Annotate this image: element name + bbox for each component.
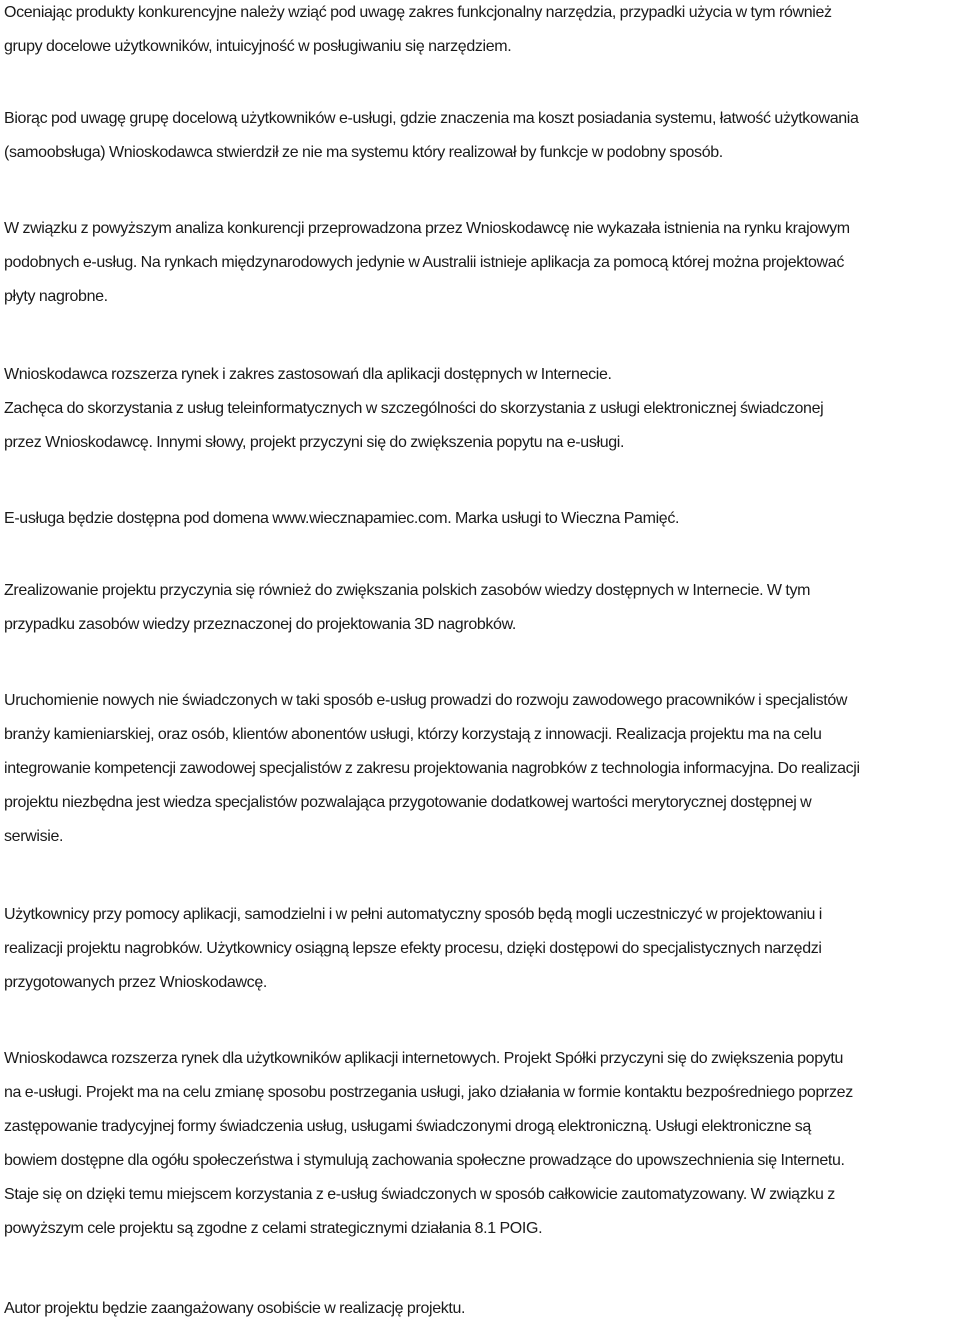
paragraph-knowledge-resources bbox=[4, 574, 810, 642]
paragraph-competition-analysis bbox=[4, 212, 850, 314]
text-line: na e-usługi. Projekt ma na celu zmianę sposobu postrzegania usługi, jako działania w formie kontaktu bezpośredniego poprzez bbox=[4, 1084, 853, 1101]
text-line: projektu niezbędna jest wiedza specjalistów pozwalająca przygotowanie dodatkowej wartości merytorycznej dostępnej w bbox=[4, 794, 812, 811]
text-line: przez Wnioskodawcę. Innymi słowy, projekt przyczyni się do zwiększenia popytu na e-usługi. bbox=[4, 434, 625, 451]
paragraph-author-involvement bbox=[4, 1292, 465, 1326]
text-line: Wnioskodawca rozszerza rynek dla użytkowników aplikacji internetowych. Projekt Spółki przyczyni się do zwiększenia popytu bbox=[4, 1050, 844, 1067]
paragraph-e-services-demand bbox=[4, 1042, 853, 1246]
paragraph-market-expansion bbox=[4, 358, 823, 460]
text-line: (samoobsługa) Wnioskodawca stwierdził ze nie ma systemu który realizował by funkcje w podobny sposób. bbox=[4, 144, 723, 161]
text-line: realizacji projektu nagrobków. Użytkownicy osiągną lepsze efekty procesu, dzięki dostępowi do specjalistycznych narzędzi bbox=[4, 940, 822, 957]
paragraph-professional-development bbox=[4, 684, 860, 854]
text-line: Uruchomienie nowych nie świadczonych w taki sposób e-usług prowadzi do rozwoju zawodowego pracowników i specjalistów bbox=[4, 692, 848, 709]
text-line: W związku z powyższym analiza konkurencji przeprowadzona przez Wnioskodawcę nie wykazała istnienia na rynku krajowym bbox=[4, 220, 850, 237]
text-line: zastępowanie tradycyjnej formy świadczenia usług, usługami świadczonymi drogą elektroniczną. Usługi elektroniczne są bbox=[4, 1118, 811, 1135]
text-line: integrowanie kompetencji zawodowej specjalistów z zakresu projektowania nagrobków z technologia informacyjna. Do realizacji bbox=[4, 760, 860, 777]
text-line: serwisie. bbox=[4, 828, 64, 845]
text-line: bowiem dostępne dla ogółu społeczeństwa i stymulują zachowania społeczne prowadzące do upowszechnienia się Internetu. bbox=[4, 1152, 845, 1169]
paragraph-competitor-evaluation bbox=[4, 0, 832, 64]
text-line: grupy docelowe użytkowników, intuicyjność w posługiwaniu się narzędziem. bbox=[4, 38, 512, 55]
text-line: Biorąc pod uwagę grupę docelową użytkowników e-usługi, gdzie znaczenia ma koszt posiadania systemu, łatwość użytkowania bbox=[4, 110, 859, 127]
text-line: Staje się on dzięki temu miejscem korzystania z e-usług świadczonych w sposób całkowicie zautomatyzowany. W związku z bbox=[4, 1186, 835, 1203]
text-line: płyty nagrobne. bbox=[4, 288, 108, 305]
text-line: E-usługa będzie dostępna pod domena www.wiecznapamiec.com. Marka usługi to Wieczna Pamięć. bbox=[4, 510, 680, 527]
text-line: Zrealizowanie projektu przyczynia się również do zwiększania polskich zasobów wiedzy dostępnych w Internecie. W tym bbox=[4, 582, 811, 599]
text-line: przypadku zasobów wiedzy przeznaczonej do projektowania 3D nagrobków. bbox=[4, 616, 517, 633]
paragraph-users-participation bbox=[4, 898, 822, 1000]
text-line: Zachęca do skorzystania z usług teleinformatycznych w szczególności do skorzystania z usługi elektronicznej świadczonej bbox=[4, 400, 824, 417]
text-line: Oceniając produkty konkurencyjne należy wziąć pod uwagę zakres funkcjonalny narzędzia, przypadki użycia w tym również bbox=[4, 4, 832, 21]
paragraph-target-group bbox=[4, 102, 859, 170]
text-line: powyższym cele projektu są zgodne z celami strategicznymi działania 8.1 POIG. bbox=[4, 1220, 543, 1237]
text-line: Wnioskodawca rozszerza rynek i zakres zastosowań dla aplikacji dostępnych w Internecie. bbox=[4, 366, 612, 383]
paragraph-domain-brand bbox=[4, 502, 679, 536]
text-line: Autor projektu będzie zaangażowany osobiście w realizację projektu. bbox=[4, 1300, 466, 1317]
text-line: przygotowanych przez Wnioskodawcę. bbox=[4, 974, 267, 991]
text-line: podobnych e-usług. Na rynkach międzynarodowych jedynie w Australii istnieje aplikacja za pomocą której można projektować bbox=[4, 254, 844, 271]
text-line: Użytkownicy przy pomocy aplikacji, samodzielni i w pełni automatyczny sposób będą mogli uczestniczyć w projektowaniu i bbox=[4, 906, 822, 923]
text-line: branży kamieniarskiej, oraz osób, klientów abonentów usługi, którzy korzystają z innowacji. Realizacja projektu ma na celu bbox=[4, 726, 822, 743]
